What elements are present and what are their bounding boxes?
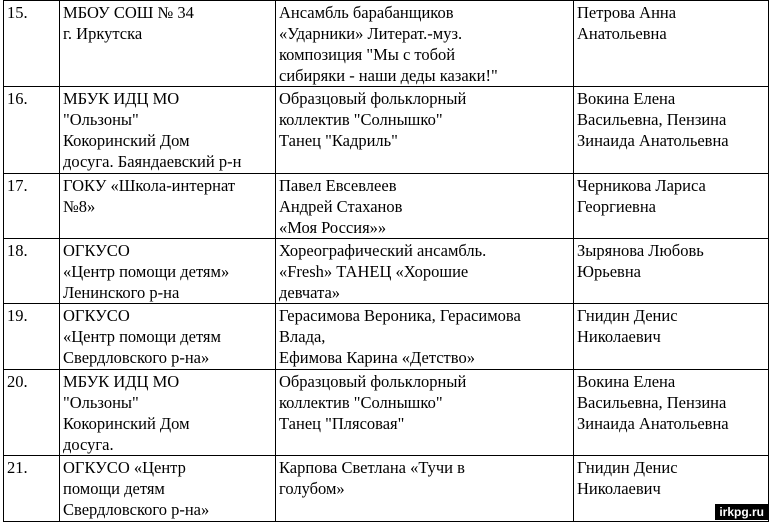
performance-cell: Образцовый фольклорный коллектив "Солнышко" Танец "Кадриль" xyxy=(276,87,574,174)
table-row xyxy=(4,1,769,87)
performance-cell: Ансамбль барабанщиков «Ударники» Литерат.-муз. композиция "Мы с тобой сибиряки - наши деды казаки!" xyxy=(276,1,574,87)
table-row xyxy=(4,456,769,522)
table-row xyxy=(4,239,769,304)
row-number: 17. xyxy=(4,174,60,239)
performance-cell: Образцовый фольклорный коллектив "Солнышко" Танец "Плясовая" xyxy=(276,370,574,456)
performance-cell: Хореографический ансамбль. «Fresh» ТАНЕЦ «Хорошие девчата» xyxy=(276,239,574,304)
leader-cell: Зырянова Любовь Юрьевна xyxy=(574,239,769,304)
performance-cell: Герасимова Вероника, Герасимова Влада, Ефимова Карина «Детство» xyxy=(276,304,574,370)
row-number: 16. xyxy=(4,87,60,174)
organization-cell: МБУК ИДЦ МО "Ользоны" Кокоринский Дом досуга. xyxy=(60,370,276,456)
table-row xyxy=(4,174,769,239)
organization-cell: ОГКУСО «Центр помощи детям Свердловского р-на» xyxy=(60,304,276,370)
organization-cell: ОГКУСО «Центр помощи детям» Ленинского р-на xyxy=(60,239,276,304)
row-number: 21. xyxy=(4,456,60,522)
participants-table xyxy=(3,0,769,522)
table-row xyxy=(4,87,769,174)
row-number: 20. xyxy=(4,370,60,456)
performance-cell: Павел Евсевлеев Андрей Стаханов «Моя Россия»» xyxy=(276,174,574,239)
leader-cell: Гнидин Денис Николаевич xyxy=(574,456,769,522)
leader-cell: Вокина Елена Васильевна, Пензина Зинаида Анатольевна xyxy=(574,87,769,174)
table-row xyxy=(4,304,769,370)
row-number: 18. xyxy=(4,239,60,304)
performance-cell: Карпова Светлана «Тучи в голубом» xyxy=(276,456,574,522)
leader-cell: Петрова Анна Анатольевна xyxy=(574,1,769,87)
organization-cell: МБУК ИДЦ МО "Ользоны" Кокоринский Дом досуга. Баяндаевский р-н xyxy=(60,87,276,174)
table-row xyxy=(4,370,769,456)
organization-cell: МБОУ СОШ № 34 г. Иркутска xyxy=(60,1,276,87)
leader-cell: Гнидин Денис Николаевич xyxy=(574,304,769,370)
row-number: 15. xyxy=(4,1,60,87)
site-watermark: irkpg.ru xyxy=(715,504,768,520)
leader-cell: Черникова Лариса Георгиевна xyxy=(574,174,769,239)
leader-cell: Вокина Елена Васильевна, Пензина Зинаида Анатольевна xyxy=(574,370,769,456)
row-number: 19. xyxy=(4,304,60,370)
organization-cell: ОГКУСО «Центр помощи детям Свердловского р-на» xyxy=(60,456,276,522)
organization-cell: ГОКУ «Школа-интернат №8» xyxy=(60,174,276,239)
